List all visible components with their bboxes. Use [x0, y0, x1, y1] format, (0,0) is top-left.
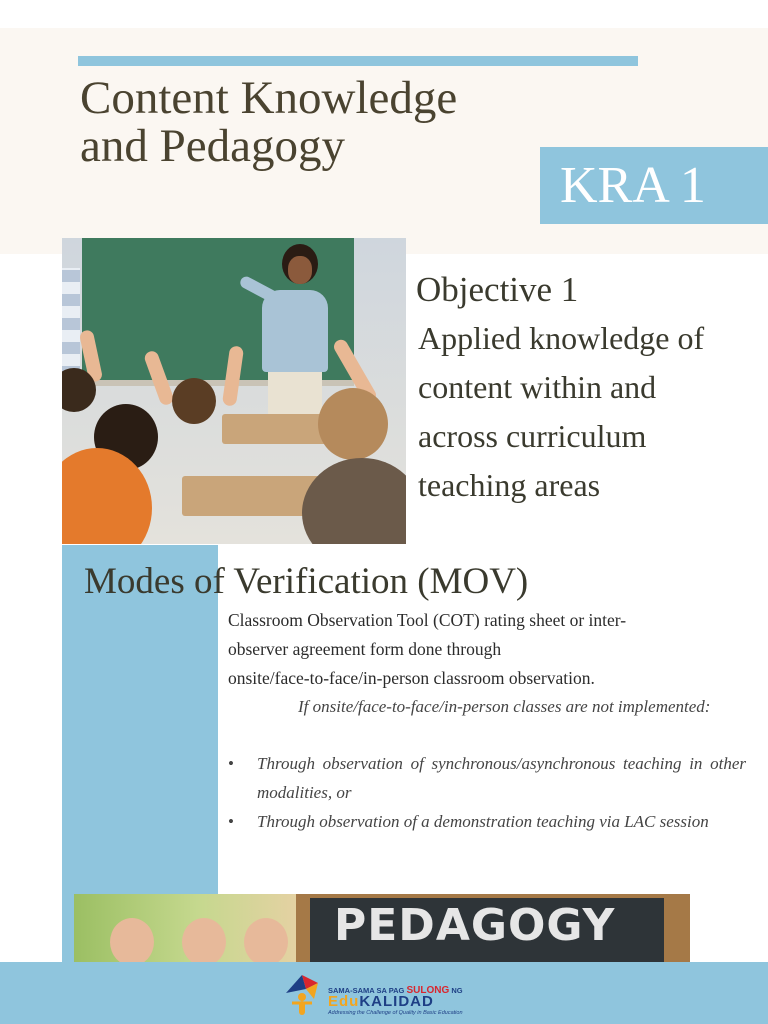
student-head — [318, 388, 388, 460]
mov-bullet-list — [228, 749, 746, 836]
objective-line: teaching areas — [418, 467, 601, 503]
mov-condition: If onsite/face-to-face/in-person classes are not implemented: — [298, 697, 711, 716]
teacher-legs — [268, 372, 322, 414]
logo-brand-kalidad: KALIDAD — [359, 993, 434, 1010]
list-item — [228, 749, 746, 807]
title-line-2: and Pedagogy — [80, 120, 345, 172]
title-accent-bar — [78, 56, 638, 66]
student-body — [302, 458, 406, 544]
classroom-photo — [62, 238, 406, 544]
objective-line: content within and — [418, 369, 657, 405]
objective-line: Applied knowledge of — [418, 320, 705, 356]
objective-text — [418, 314, 763, 510]
logo-slogan-post: NG — [449, 986, 463, 995]
mov-description — [228, 606, 728, 693]
wall-tiles — [62, 268, 80, 378]
mov-line: observer agreement form done through — [228, 639, 502, 659]
logo-slogan-highlight: SULONG — [406, 985, 450, 996]
bullet-icon: • — [228, 812, 234, 831]
chalkboard-word: PEDAGOGY — [334, 900, 616, 951]
teacher-body — [262, 290, 328, 372]
mov-title: Modes of Verification (MOV) — [84, 561, 529, 602]
pedagogy-photo — [74, 894, 690, 964]
student-head — [172, 378, 216, 424]
bullet-text: Through observation of a demonstration teaching via LAC session — [257, 812, 709, 831]
objective-line: across curriculum — [418, 418, 647, 454]
logo-brand-edu: Edu — [328, 993, 360, 1010]
objective-title: Objective 1 — [416, 270, 579, 309]
child-face — [182, 918, 226, 964]
child-face — [244, 918, 288, 964]
logo-brand — [328, 993, 434, 1010]
list-item — [228, 807, 746, 836]
logo-slogan-pre: SAMA-SAMA SA PAG — [328, 986, 407, 995]
edukalidad-logo — [282, 971, 482, 1019]
logo-mark-icon — [282, 971, 322, 1019]
teacher-face — [288, 256, 312, 284]
logo-tagline: Addressing the Challenge of Quality in Basic Education — [328, 1010, 463, 1016]
bullet-icon: • — [228, 754, 234, 773]
kra-badge: KRA 1 — [540, 147, 768, 224]
child-face — [110, 918, 154, 964]
page-title — [80, 74, 550, 170]
mov-line: Classroom Observation Tool (COT) rating sheet or inter- — [228, 610, 627, 630]
bullet-text: Through observation of synchronous/asynchronous teaching in other modalities, or — [257, 754, 746, 802]
title-line-1: Content Knowledge — [80, 72, 458, 124]
mov-line: onsite/face-to-face/in-person classroom observation. — [228, 668, 595, 688]
